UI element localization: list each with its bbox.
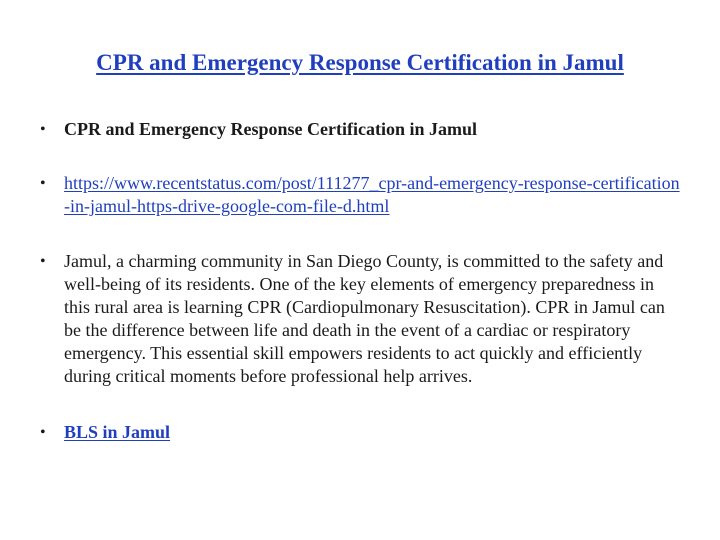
bullet-item-bls: [0, 421, 720, 444]
slide-title-link[interactable]: CPR and Emergency Response Certification in Jamul: [96, 50, 624, 75]
bls-jamul-link[interactable]: BLS in Jamul: [64, 422, 171, 442]
bullet-heading-text: CPR and Emergency Response Certification in Jamul: [64, 119, 477, 139]
bullet-icon: •: [40, 175, 46, 192]
bullet-item-url: [0, 172, 720, 218]
bullet-icon: •: [40, 424, 46, 441]
source-url-link[interactable]: https://www.recentstatus.com/post/111277_cpr-and-emergency-response-certification-in-jamul-https-drive-google-com-file-d.html: [64, 173, 680, 216]
bullet-list: [0, 118, 720, 444]
bullet-icon: •: [40, 121, 46, 138]
bullet-item-heading: [0, 118, 720, 141]
bullet-icon: •: [40, 253, 46, 270]
description-paragraph: Jamul, a charming community in San Diego County, is committed to the safety and well-being of its residents. One of the key elements of emergency preparedness in this rural area is learning CPR (Cardiopulmonary Resuscitation). CPR in Jamul can be the difference between life and death in the event of a cardiac or respiratory emergency. This essential skill empowers residents to act quickly and efficiently during critical moments before professional help arrives.: [64, 251, 665, 386]
bullet-item-description: [0, 250, 720, 388]
